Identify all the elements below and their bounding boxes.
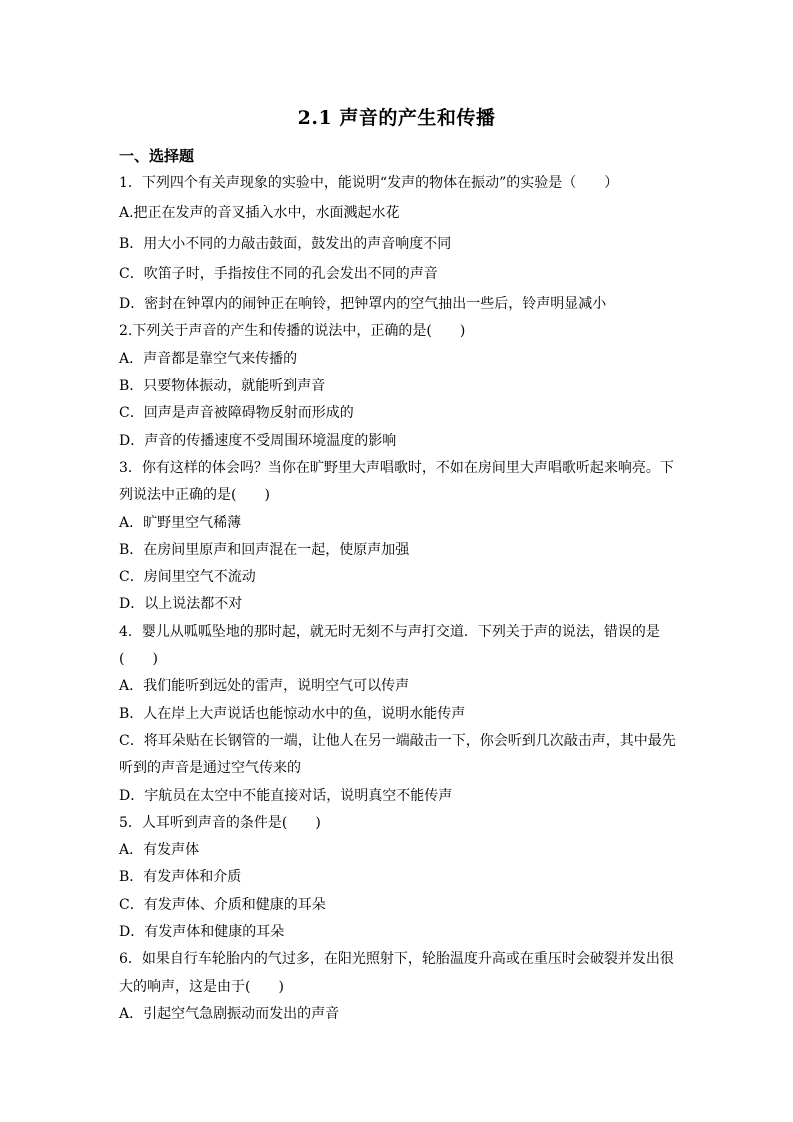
question-5-option-d: D．有发声体和健康的耳朵 [119, 924, 285, 941]
question-1-option-a: A.把正在发声的音叉插入水中，水面溅起水花 [119, 205, 400, 222]
question-6-stem-line-2: 大的响声，这是由于( ) [119, 978, 284, 995]
question-3-option-c: C．房间里空气不流动 [119, 569, 256, 586]
question-4-option-b: B．人在岸上大声说话也能惊动水中的鱼，说明水能传声 [119, 705, 466, 722]
question-2-option-c: C．回声是声音被障碍物反射而形成的 [119, 405, 354, 422]
section-heading: 一、选择题 [119, 147, 195, 165]
question-list [119, 170, 679, 1028]
question-1-option-d: D．密封在钟罩内的闹钟正在响铃，把钟罩内的空气抽出一些后，铃声明显减小 [119, 296, 607, 313]
question-6-option-a: A．引起空气急剧振动而发出的声音 [119, 1005, 340, 1022]
question-3-option-d: D．以上说法都不对 [119, 596, 243, 613]
question-5-stem: 5．人耳听到声音的条件是( ) [119, 814, 321, 831]
question-1-option-b: B．用大小不同的力敲击鼓面，鼓发出的声音响度不同 [119, 235, 452, 252]
question-4-option-c-line-2: 听到的声音是通过空气传来的 [119, 760, 301, 777]
question-4-option-c-line-1: C．将耳朵贴在长钢管的一端，让他人在另一端敲击一下，你会听到几次敲击声，其中最先 [119, 732, 676, 749]
question-1-option-c: C．吹笛子时，手指按住不同的孔会发出不同的声音 [119, 265, 438, 282]
question-6-stem-line-1: 6．如果自行车轮胎内的气过多，在阳光照射下，轮胎温度升高或在重压时会破裂并发出很 [119, 951, 674, 968]
question-4-stem-line-2: ( ) [119, 651, 158, 668]
question-5-option-b: B．有发声体和介质 [119, 869, 242, 886]
question-1-stem: 1．下列四个有关声现象的实验中，能说明“发声的物体在振动”的实验是（ ） [119, 175, 619, 191]
question-3-option-b: B．在房间里原声和回声混在一起，使原声加强 [119, 541, 410, 558]
question-3-option-a: A．旷野里空气稀薄 [119, 514, 242, 531]
question-2-option-d: D．声音的传播速度不受周围环境温度的影响 [119, 432, 397, 449]
question-4-option-a: A．我们能听到远处的雷声，说明空气可以传声 [119, 678, 410, 695]
question-2-option-a: A．声音都是靠空气来传播的 [119, 350, 298, 367]
question-3-stem-line-1: 3．你有这样的体会吗？当你在旷野里大声唱歌时，不如在房间里大声唱歌听起来响亮。下 [119, 459, 674, 476]
page-title: 2.1 声音的产生和传播 [297, 107, 496, 129]
question-5-option-c: C．有发声体、介质和健康的耳朵 [119, 896, 326, 913]
question-2-stem: 2.下列关于声音的产生和传播的说法中，正确的是( ) [119, 323, 466, 340]
question-4-stem-line-1: 4．婴儿从呱呱坠地的那时起，就无时无刻不与声打交道．下列关于声的说法，错误的是 [119, 623, 660, 640]
question-5-option-a: A．有发声体 [119, 842, 200, 859]
question-4-option-d: D．宇航员在太空中不能直接对话，说明真空不能传声 [119, 787, 453, 804]
question-3-stem-line-2: 列说法中正确的是( ) [119, 487, 270, 504]
question-2-option-b: B．只要物体振动，就能听到声音 [119, 378, 326, 395]
